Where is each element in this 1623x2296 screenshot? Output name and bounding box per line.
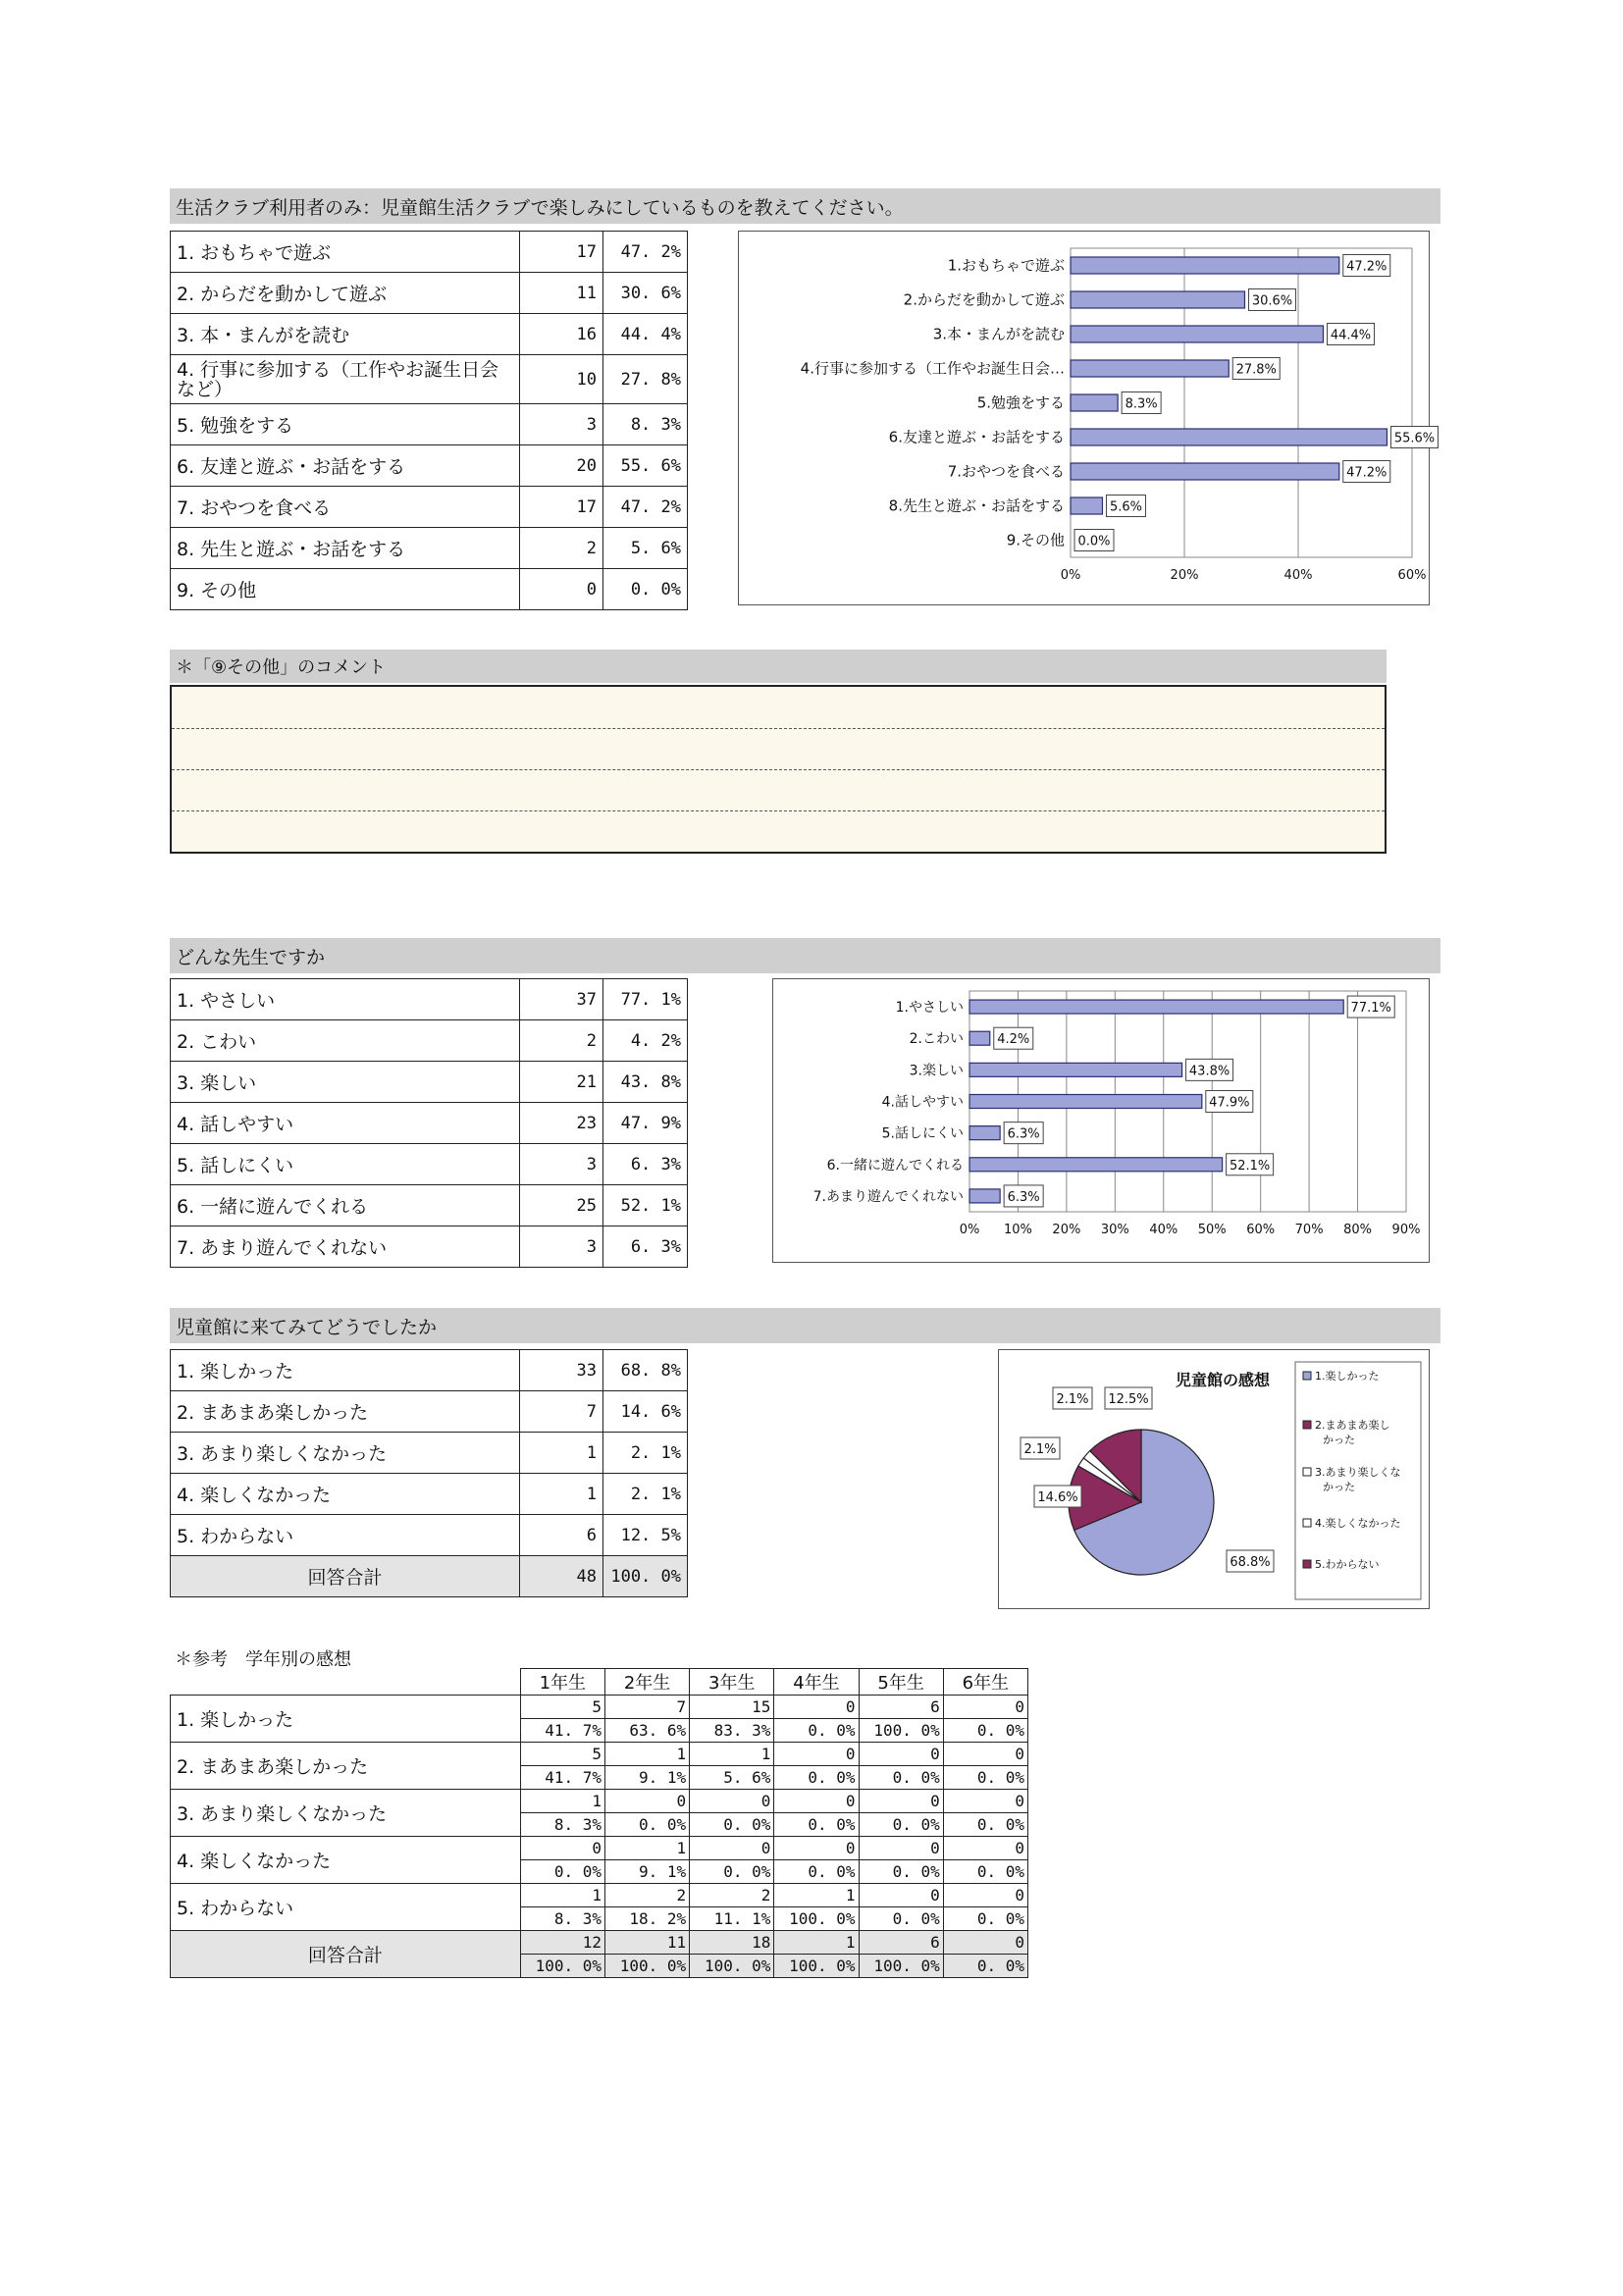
grade-percent: 0. 0% xyxy=(859,1813,943,1837)
category-label: 7.あまり遊んでくれない xyxy=(812,1188,964,1205)
data-label: 12.5% xyxy=(1108,1392,1149,1407)
grade-count: 0 xyxy=(859,1884,943,1907)
row-percent: 8. 3% xyxy=(603,404,688,445)
section2-title: どんな先生ですか xyxy=(170,938,1440,973)
comment-box xyxy=(170,685,1387,854)
grade-percent: 0. 0% xyxy=(943,1860,1027,1884)
grade-count: 5 xyxy=(520,1696,604,1719)
row-label: 9. その他 xyxy=(171,569,520,610)
grade-count: 0 xyxy=(943,1790,1027,1813)
grade-percent: 0. 0% xyxy=(520,1860,604,1884)
row-percent: 12. 5% xyxy=(603,1515,688,1556)
category-label: 5.勉強をする xyxy=(976,393,1065,412)
tick-label: 40% xyxy=(1149,1223,1178,1237)
category-label: 6.友達と遊ぶ・お話をする xyxy=(888,428,1065,446)
tick-label: 40% xyxy=(1283,568,1313,583)
grade-percent: 0. 0% xyxy=(774,1766,859,1790)
data-label: 47.9% xyxy=(1209,1095,1250,1111)
grade-percent: 41. 7% xyxy=(520,1766,604,1790)
grade-count: 6 xyxy=(859,1696,943,1719)
bar xyxy=(1071,291,1244,308)
tick-label: 10% xyxy=(1003,1223,1032,1237)
section4-title: ＊参考 学年別の感想 xyxy=(175,1649,351,1670)
row-percent: 55. 6% xyxy=(603,445,688,487)
bar xyxy=(969,1063,1182,1076)
bar xyxy=(1071,257,1339,274)
grade-percent: 100. 0% xyxy=(859,1719,943,1743)
row-count: 0 xyxy=(520,569,603,610)
grade-header: 2年生 xyxy=(605,1669,690,1696)
comment-title: ＊「⑨その他」のコメント xyxy=(170,650,1387,683)
table-row xyxy=(171,487,688,528)
grade-percent: 11. 1% xyxy=(690,1907,774,1931)
grade-row-label: 3. あまり楽しくなかった xyxy=(171,1790,521,1837)
row-label: 5. わからない xyxy=(171,1515,520,1556)
row-label: 1. やさしい xyxy=(171,979,520,1020)
data-label: 2.1% xyxy=(1056,1392,1089,1407)
grade-percent: 0. 0% xyxy=(859,1860,943,1884)
row-percent: 30. 6% xyxy=(603,273,688,314)
row-percent: 6. 3% xyxy=(603,1226,688,1268)
row-percent: 6. 3% xyxy=(603,1144,688,1185)
grade-row-label: 回答合計 xyxy=(171,1931,521,1978)
comment-line xyxy=(172,769,1385,770)
grade-count: 0 xyxy=(943,1743,1027,1766)
comment-line xyxy=(172,728,1385,729)
table-row xyxy=(171,1185,688,1226)
grade-row-label: 4. 楽しくなかった xyxy=(171,1837,521,1884)
data-label: 30.6% xyxy=(1251,293,1293,309)
grade-count: 0 xyxy=(690,1790,774,1813)
category-label: 3.本・まんがを読む xyxy=(932,325,1065,343)
grade-count-row xyxy=(171,1696,1028,1719)
row-count: 21 xyxy=(520,1062,603,1103)
table-row xyxy=(171,314,688,355)
data-label: 44.4% xyxy=(1330,328,1372,343)
data-label: 47.2% xyxy=(1346,465,1387,481)
tick-label: 70% xyxy=(1294,1223,1324,1237)
section3-table xyxy=(170,1349,688,1597)
row-label: 7. おやつを食べる xyxy=(171,487,520,528)
row-count: 7 xyxy=(520,1391,603,1433)
row-count: 16 xyxy=(520,314,603,355)
table-row xyxy=(171,355,688,404)
bar xyxy=(969,1095,1202,1109)
row-percent: 68. 8% xyxy=(603,1350,688,1391)
grade-count: 0 xyxy=(859,1790,943,1813)
grade-header: 3年生 xyxy=(690,1669,774,1696)
row-count: 3 xyxy=(520,1226,603,1268)
grade-count: 0 xyxy=(520,1837,604,1860)
tick-label: 20% xyxy=(1170,568,1199,583)
row-percent: 14. 6% xyxy=(603,1391,688,1433)
grade-percent: 63. 6% xyxy=(605,1719,690,1743)
grade-count: 0 xyxy=(943,1884,1027,1907)
grade-count: 7 xyxy=(605,1696,690,1719)
row-count: 11 xyxy=(520,273,603,314)
category-label: 2.こわい xyxy=(909,1031,964,1048)
grade-percent: 100. 0% xyxy=(774,1907,859,1931)
grade-percent: 100. 0% xyxy=(774,1955,859,1978)
grade-percent: 83. 3% xyxy=(690,1719,774,1743)
legend-swatch xyxy=(1303,1560,1311,1568)
table-row xyxy=(171,1474,688,1515)
row-label: 8. 先生と遊ぶ・お話をする xyxy=(171,528,520,569)
data-label: 43.8% xyxy=(1188,1064,1230,1079)
category-label: 2.からだを動かして遊ぶ xyxy=(903,290,1065,309)
row-label: 4. 話しやすい xyxy=(171,1103,520,1144)
row-count: 3 xyxy=(520,1144,603,1185)
grade-percent: 0. 0% xyxy=(943,1955,1027,1978)
table-row xyxy=(171,1433,688,1474)
grade-percent: 0. 0% xyxy=(690,1860,774,1884)
row-percent: 52. 1% xyxy=(603,1185,688,1226)
legend-swatch xyxy=(1303,1519,1311,1527)
row-label: 4. 行事に参加する（工作やお誕生日会など） xyxy=(171,355,520,404)
data-label: 2.1% xyxy=(1023,1442,1057,1457)
grade-percent: 0. 0% xyxy=(774,1860,859,1884)
pie-title: 児童館の感想 xyxy=(1175,1371,1271,1389)
data-label: 47.2% xyxy=(1346,259,1387,275)
data-label: 8.3% xyxy=(1125,396,1158,412)
row-percent: 47. 2% xyxy=(603,232,688,273)
grade-count: 0 xyxy=(859,1743,943,1766)
tick-label: 90% xyxy=(1391,1223,1421,1237)
grade-table xyxy=(170,1668,1028,1978)
data-label: 0.0% xyxy=(1077,534,1111,549)
row-percent: 47. 9% xyxy=(603,1103,688,1144)
grade-count-row xyxy=(171,1790,1028,1813)
data-label: 27.8% xyxy=(1235,362,1277,378)
table-row xyxy=(171,404,688,445)
grade-count: 0 xyxy=(774,1743,859,1766)
grade-count: 11 xyxy=(605,1931,690,1955)
tick-label: 60% xyxy=(1397,568,1427,583)
table-row xyxy=(171,979,688,1020)
section1-table xyxy=(170,231,688,610)
row-label: 5. 勉強をする xyxy=(171,404,520,445)
grade-percent: 0. 0% xyxy=(774,1719,859,1743)
legend-swatch xyxy=(1303,1372,1311,1380)
section2-chart-svg xyxy=(773,979,1431,1264)
grade-count: 1 xyxy=(520,1790,604,1813)
data-label: 6.3% xyxy=(1007,1189,1040,1205)
category-label: 4.行事に参加する（工作やお誕生日会… xyxy=(800,359,1065,378)
bar xyxy=(1071,463,1339,480)
grade-count: 6 xyxy=(859,1931,943,1955)
grade-count: 0 xyxy=(774,1696,859,1719)
grade-count: 0 xyxy=(774,1837,859,1860)
grade-count: 1 xyxy=(605,1837,690,1860)
grade-percent: 0. 0% xyxy=(943,1813,1027,1837)
grade-count-row xyxy=(171,1743,1028,1766)
total-count: 48 xyxy=(520,1556,603,1597)
tick-label: 0% xyxy=(959,1223,980,1237)
row-percent: 47. 2% xyxy=(603,487,688,528)
grade-count-row xyxy=(171,1837,1028,1860)
grade-count: 1 xyxy=(690,1743,774,1766)
row-percent: 77. 1% xyxy=(603,979,688,1020)
grade-percent: 9. 1% xyxy=(605,1766,690,1790)
table-row xyxy=(171,1144,688,1185)
tick-label: 30% xyxy=(1100,1223,1129,1237)
table-row xyxy=(171,1226,688,1268)
grade-header: 4年生 xyxy=(774,1669,859,1696)
row-count: 6 xyxy=(520,1515,603,1556)
row-count: 33 xyxy=(520,1350,603,1391)
data-label: 4.2% xyxy=(997,1032,1030,1048)
grade-percent: 100. 0% xyxy=(859,1955,943,1978)
total-row xyxy=(171,1556,688,1597)
data-label: 52.1% xyxy=(1229,1158,1271,1174)
row-label: 3. 本・まんがを読む xyxy=(171,314,520,355)
grade-row-label: 1. 楽しかった xyxy=(171,1696,521,1743)
grade-count: 18 xyxy=(690,1931,774,1955)
category-label: 1.おもちゃで遊ぶ xyxy=(947,256,1065,275)
grade-percent: 100. 0% xyxy=(690,1955,774,1978)
row-label: 2. こわい xyxy=(171,1020,520,1062)
data-label: 14.6% xyxy=(1037,1490,1078,1505)
table-row xyxy=(171,1391,688,1433)
section3-pie-chart xyxy=(998,1349,1430,1609)
grade-count: 1 xyxy=(605,1743,690,1766)
grade-percent: 0. 0% xyxy=(943,1766,1027,1790)
grade-percent: 0. 0% xyxy=(859,1766,943,1790)
row-percent: 44. 4% xyxy=(603,314,688,355)
grade-percent: 9. 1% xyxy=(605,1860,690,1884)
grade-percent: 0. 0% xyxy=(605,1813,690,1837)
category-label: 3.楽しい xyxy=(909,1063,964,1079)
table-row xyxy=(171,528,688,569)
bar xyxy=(1071,394,1118,411)
bar xyxy=(969,1031,990,1045)
category-label: 1.やさしい xyxy=(895,1000,964,1017)
grade-count: 0 xyxy=(943,1931,1027,1955)
row-count: 1 xyxy=(520,1474,603,1515)
legend-label: 1.楽しかった xyxy=(1315,1370,1380,1383)
grade-row-label: 2. まあまあ楽しかった xyxy=(171,1743,521,1790)
tick-label: 20% xyxy=(1052,1223,1081,1237)
table-row xyxy=(171,1103,688,1144)
grade-header: 6年生 xyxy=(943,1669,1027,1696)
grade-percent: 8. 3% xyxy=(520,1813,604,1837)
row-label: 1. おもちゃで遊ぶ xyxy=(171,232,520,273)
data-label: 6.3% xyxy=(1007,1126,1040,1142)
row-label: 5. 話しにくい xyxy=(171,1144,520,1185)
row-count: 17 xyxy=(520,487,603,528)
row-label: 1. 楽しかった xyxy=(171,1350,520,1391)
row-label: 2. まあまあ楽しかった xyxy=(171,1391,520,1433)
grade-count: 0 xyxy=(605,1790,690,1813)
grade-percent: 41. 7% xyxy=(520,1719,604,1743)
grade-percent: 5. 6% xyxy=(690,1766,774,1790)
grade-count: 0 xyxy=(943,1837,1027,1860)
grade-percent: 0. 0% xyxy=(774,1813,859,1837)
row-percent: 43. 8% xyxy=(603,1062,688,1103)
row-label: 3. 楽しい xyxy=(171,1062,520,1103)
row-label: 7. あまり遊んでくれない xyxy=(171,1226,520,1268)
grade-count: 1 xyxy=(774,1884,859,1907)
grade-count: 12 xyxy=(520,1931,604,1955)
legend-label: 2.まあまあ楽しかった xyxy=(1315,1419,1390,1446)
grade-count: 0 xyxy=(859,1837,943,1860)
grade-count-row xyxy=(171,1931,1028,1955)
grade-count: 0 xyxy=(690,1837,774,1860)
grade-percent: 18. 2% xyxy=(605,1907,690,1931)
grade-count-row xyxy=(171,1884,1028,1907)
table-row xyxy=(171,445,688,487)
section3-chart-svg xyxy=(999,1350,1431,1610)
grade-count: 2 xyxy=(605,1884,690,1907)
table-row xyxy=(171,232,688,273)
data-label: 5.6% xyxy=(1109,499,1142,515)
tick-label: 80% xyxy=(1343,1223,1373,1237)
grade-count: 5 xyxy=(520,1743,604,1766)
tick-label: 50% xyxy=(1197,1223,1227,1237)
row-percent: 0. 0% xyxy=(603,569,688,610)
section2-table xyxy=(170,978,688,1268)
row-count: 10 xyxy=(520,355,603,404)
row-count: 2 xyxy=(520,528,603,569)
table-row xyxy=(171,273,688,314)
grade-percent: 0. 0% xyxy=(859,1907,943,1931)
row-percent: 27. 8% xyxy=(603,355,688,404)
grade-header-row xyxy=(171,1669,1028,1696)
category-label: 7.おやつを食べる xyxy=(947,462,1065,481)
table-row xyxy=(171,1515,688,1556)
data-label: 77.1% xyxy=(1350,1001,1391,1017)
section1-bar-chart xyxy=(738,231,1436,605)
grade-percent: 100. 0% xyxy=(520,1955,604,1978)
legend-swatch xyxy=(1303,1468,1311,1476)
section1-title: 生活クラブ利用者のみ：児童館生活クラブで楽しみにしているものを教えてください。 xyxy=(170,188,1440,224)
tick-label: 60% xyxy=(1246,1223,1276,1237)
grade-header: 1年生 xyxy=(520,1669,604,1696)
grade-count: 0 xyxy=(774,1790,859,1813)
table-row xyxy=(171,569,688,610)
row-count: 23 xyxy=(520,1103,603,1144)
bar xyxy=(1071,429,1387,445)
legend-label: 4.楽しくなかった xyxy=(1315,1517,1401,1530)
section3-title: 児童館に来てみてどうでしたか xyxy=(170,1308,1440,1343)
row-count: 17 xyxy=(520,232,603,273)
bar xyxy=(969,1189,1000,1203)
bar xyxy=(969,1126,1000,1140)
bar xyxy=(969,1000,1343,1014)
section1-chart-svg xyxy=(739,232,1436,606)
row-label: 3. あまり楽しくなかった xyxy=(171,1433,520,1474)
bar xyxy=(1071,360,1229,377)
legend-swatch xyxy=(1303,1421,1311,1429)
grade-percent: 100. 0% xyxy=(605,1955,690,1978)
grade-count: 0 xyxy=(943,1696,1027,1719)
row-count: 3 xyxy=(520,404,603,445)
data-label: 68.8% xyxy=(1230,1555,1271,1570)
row-percent: 5. 6% xyxy=(603,528,688,569)
row-count: 2 xyxy=(520,1020,603,1062)
category-label: 6.一緒に遊んでくれる xyxy=(826,1157,964,1174)
grade-count: 1 xyxy=(774,1931,859,1955)
bar xyxy=(969,1158,1223,1172)
legend-label: 3.あまり楽しくなかった xyxy=(1315,1466,1401,1493)
tick-label: 0% xyxy=(1060,568,1081,583)
section2-bar-chart xyxy=(772,978,1430,1263)
row-label: 6. 一緒に遊んでくれる xyxy=(171,1185,520,1226)
table-row xyxy=(171,1350,688,1391)
row-count: 37 xyxy=(520,979,603,1020)
grade-percent: 0. 0% xyxy=(943,1719,1027,1743)
table-row xyxy=(171,1020,688,1062)
category-label: 9.その他 xyxy=(1006,531,1065,549)
header-blank xyxy=(171,1669,521,1696)
row-label: 6. 友達と遊ぶ・お話をする xyxy=(171,445,520,487)
table-row xyxy=(171,1062,688,1103)
row-percent: 2. 1% xyxy=(603,1474,688,1515)
grade-count: 1 xyxy=(520,1884,604,1907)
category-label: 8.先生と遊ぶ・お話をする xyxy=(888,496,1065,515)
data-label: 55.6% xyxy=(1393,431,1436,446)
grade-header: 5年生 xyxy=(859,1669,943,1696)
total-percent: 100. 0% xyxy=(603,1556,688,1597)
row-percent: 2. 1% xyxy=(603,1433,688,1474)
comment-line xyxy=(172,810,1385,811)
row-count: 20 xyxy=(520,445,603,487)
grade-percent: 0. 0% xyxy=(690,1813,774,1837)
total-label: 回答合計 xyxy=(171,1556,520,1597)
row-count: 25 xyxy=(520,1185,603,1226)
grade-percent: 8. 3% xyxy=(520,1907,604,1931)
legend-label: 5.わからない xyxy=(1315,1558,1380,1571)
category-label: 4.話しやすい xyxy=(881,1094,964,1111)
grade-count: 2 xyxy=(690,1884,774,1907)
bar xyxy=(1071,326,1324,342)
row-label: 4. 楽しくなかった xyxy=(171,1474,520,1515)
grade-row-label: 5. わからない xyxy=(171,1884,521,1931)
row-percent: 4. 2% xyxy=(603,1020,688,1062)
bar xyxy=(1071,497,1102,514)
row-count: 1 xyxy=(520,1433,603,1474)
row-label: 2. からだを動かして遊ぶ xyxy=(171,273,520,314)
grade-percent: 0. 0% xyxy=(943,1907,1027,1931)
grade-count: 15 xyxy=(690,1696,774,1719)
category-label: 5.話しにくい xyxy=(881,1125,964,1142)
